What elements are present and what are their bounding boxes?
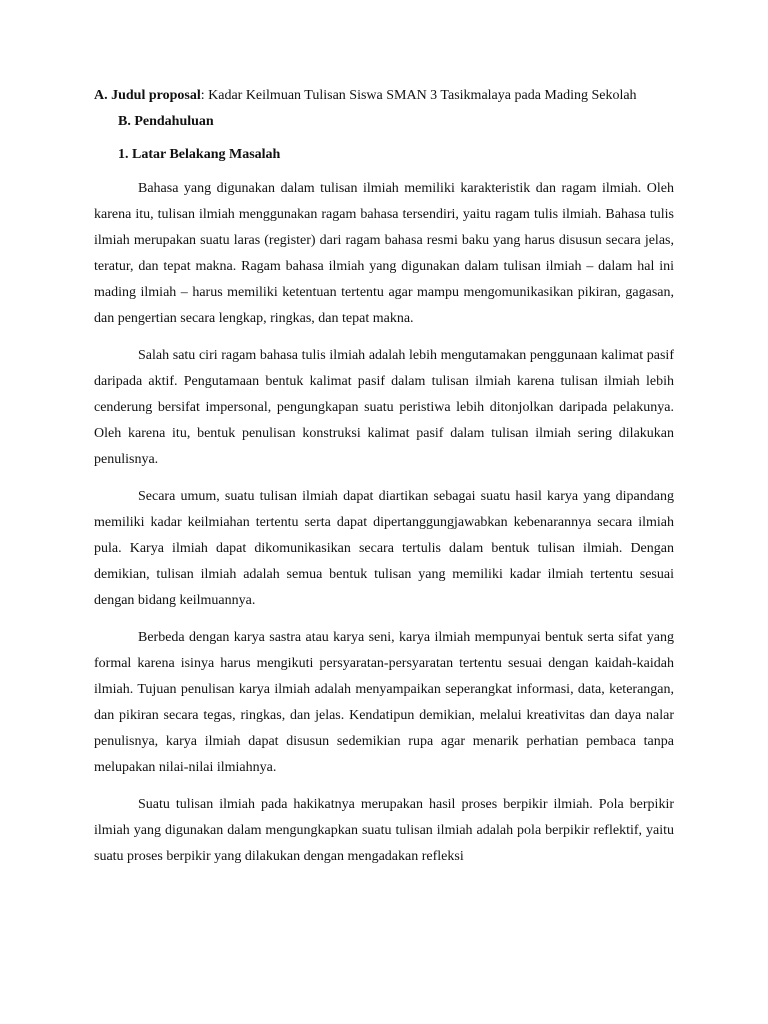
subsection-heading: 1. Latar Belakang Masalah [118, 147, 281, 162]
paragraph-2: Salah satu ciri ragam bahasa tulis ilmiah adalah lebih mengutamakan penggunaan kalimat pasif daripada aktif. Pengutamaan bentuk kalimat pasif dalam tulisan ilmiah karena tulisan ilmiah lebih cenderung bersifat impersonal, pengungkapan suatu peristiwa lebih ditonjolkan daripada pelakunya. Oleh karena itu, bentuk penulisan konstruksi kalimat pasif dalam tulisan ilmiah sering dilakukan penulisnya. [94, 348, 674, 467]
title-text: : Kadar Keilmuan Tulisan Siswa SMAN 3 Tasikmalaya pada Mading Sekolah [200, 88, 637, 103]
paragraph-5: Suatu tulisan ilmiah pada hakikatnya merupakan hasil proses berpikir ilmiah. Pola berpikir ilmiah yang digunakan dalam mengungkapkan suatu tulisan ilmiah adalah pola berpikir reflektif, yaitu suatu proses berpikir yang dilakukan dengan mengadakan refleksi [94, 797, 674, 864]
title-label: A. Judul proposal [94, 88, 201, 103]
proposal-title [94, 83, 674, 109]
paragraph-4: Berbeda dengan karya sastra atau karya seni, karya ilmiah mempunyai bentuk serta sifat yang formal karena isinya harus mengikuti persyaratan-persyaratan tertentu sesuai dengan kaidah-kaidah ilmiah. Tujuan penulisan karya ilmiah adalah menyampaikan seperangkat informasi, data, keterangan, dan pikiran secara tegas, ringkas, dan jelas. Kendatipun demikian, melalui kreativitas dan daya nalar penulisnya, karya ilmiah dapat disusun sedemikian rupa agar menarik perhatian pembaca tanpa melupakan nilai-nilai ilmiahnya. [94, 630, 674, 775]
paragraph-1: Bahasa yang digunakan dalam tulisan ilmiah memiliki karakteristik dan ragam ilmiah. Oleh karena itu, tulisan ilmiah menggunakan ragam bahasa tersendiri, yaitu ragam tulis ilmiah. Bahasa tulis ilmiah merupakan suatu laras (register) dari ragam bahasa resmi baku yang harus disusun secara jelas, teratur, dan tepat makna. Ragam bahasa ilmiah yang digunakan dalam tulisan ilmiah – dalam hal ini mading ilmiah – harus memiliki ketentuan tertentu agar mampu mengomunikasikan pikiran, gagasan, dan pengertian secara lengkap, ringkas, dan tepat makna. [94, 181, 674, 326]
paragraph-3: Secara umum, suatu tulisan ilmiah dapat diartikan sebagai suatu hasil karya yang dipandang memiliki kadar keilmiahan tertentu serta dapat dipertanggungjawabkan kebenarannya secara ilmiah pula. Karya ilmiah dapat dikomunikasikan secara tertulis dalam bentuk tulisan ilmiah. Dengan demikian, tulisan ilmiah adalah semua bentuk tulisan yang memiliki kadar ilmiah tertentu sesuai dengan bidang keilmuannya. [94, 489, 674, 608]
section-heading: B. Pendahuluan [118, 114, 214, 129]
